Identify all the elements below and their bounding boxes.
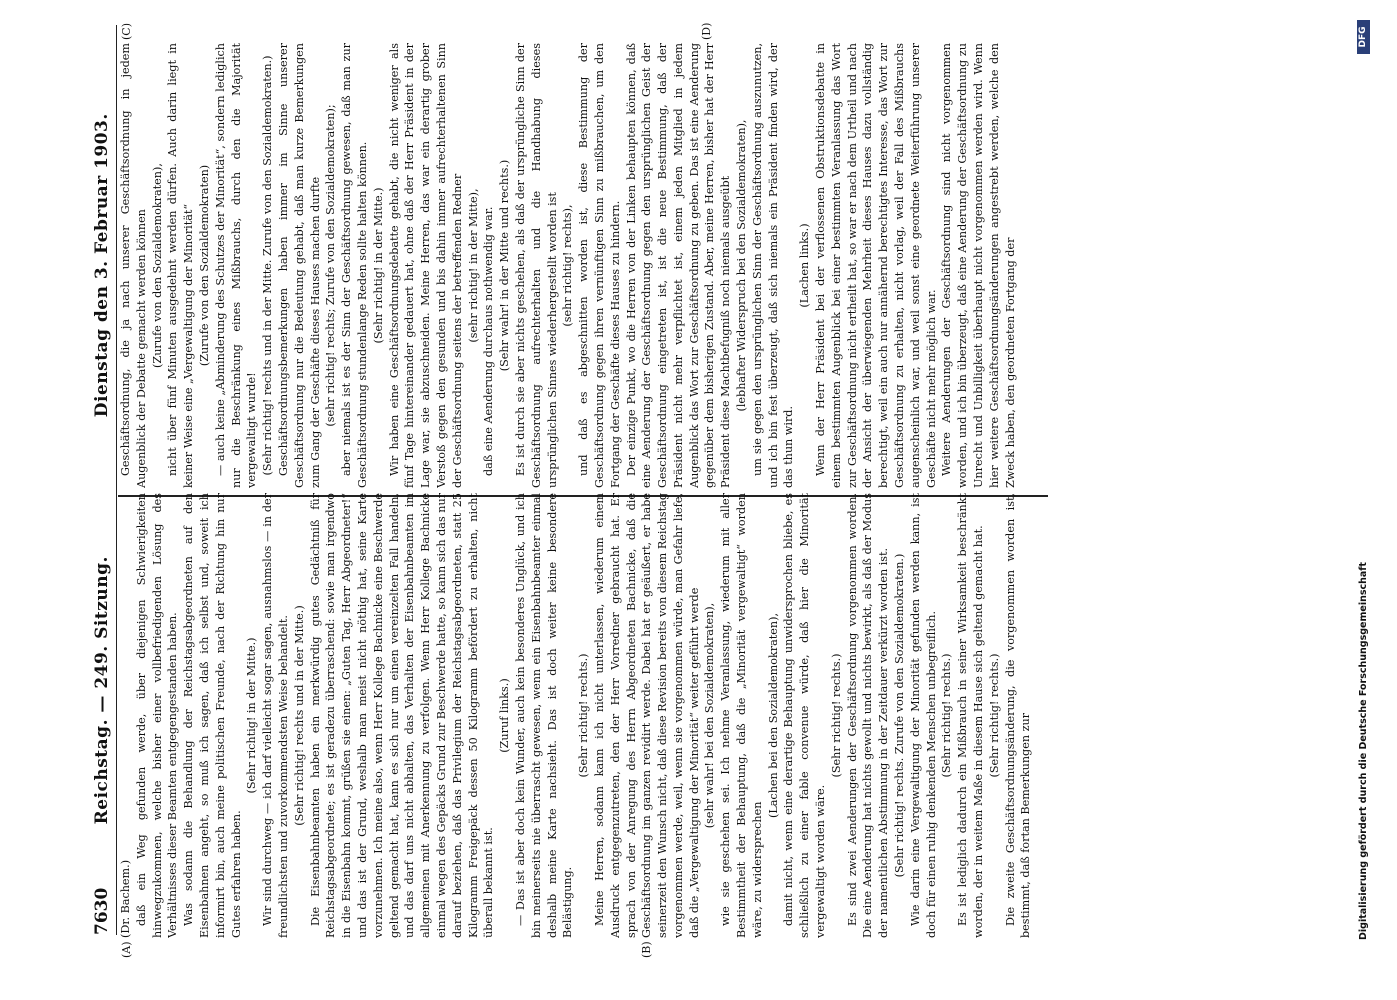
paragraph: Geschäftsordnungsbemerkungen haben immer im Sinne unserer Geschäftsordnung nur die Bedeutung gehabt, daß man kurze Bemerkungen zum Gang der Geschäfte dieses Hauses machen durfte: [276, 43, 322, 488]
interjection: (Sehr richtig! rechts. Zurufe von den Sozialdemokraten.): [893, 553, 907, 878]
right-column: [118, 43, 1298, 488]
session-date: Dienstag den 3. Februar 1903.: [92, 113, 112, 418]
paragraph: Wir haben eine Geschäftsordnungsdebatte gehabt, die nicht weniger als fünf Tage hintereinander gedauert hat, ohne daß der Herr Präsident in der Lage war, sie abzuschneiden. Meine Herren, das war ein derartig grober Verstoß gegen den gesunden und bis dahin immer aufrechterhaltenen Sinn der Geschäftsordnung seitens der betreffenden Redner: [387, 43, 464, 488]
paragraph: — auch keine „Abminderung des Schutzes der Minorität“, sondern lediglich nur die Beschränkung eines Mißbrauchs, durch den die Majorität vergewaltigt wurde!: [213, 43, 259, 488]
dfg-logo: DFG: [1357, 20, 1370, 54]
paragraph: aber niemals ist es der Sinn der Geschäftsordnung gewesen, daß man zur Geschäftsordnung stundenlange Reden sollte halten können.: [340, 43, 369, 488]
interjection: (Zurufe von den Sozialdemokraten),: [150, 163, 164, 368]
paragraph: Es ist lediglich dadurch ein Mißbrauch in seiner Wirksamkeit beschränkt worden, der in weitem Maße in diesem Hause sich geltend gemacht hat.: [956, 493, 986, 938]
paragraph: Weitere Aenderungen der Geschäftsordnung sind nicht vorgenommen worden, und ich bin überzeugt, daß eine Aenderung der Geschäftsordnung zu Unrecht und Unbilligkeit überhaupt nicht vorgenommen werden wird. Wenn hier weitere Geschäftsordnungsänderungen angestrebt werden, welche den Zweck haben, den geordneten Fortgang der: [940, 43, 1017, 488]
margin-marker-c: (C): [120, 23, 133, 40]
session-title: Reichstag. — 249. Sitzung.: [92, 556, 112, 825]
paragraph: Wie darin eine Vergewaltigung der Minorität gefunden werden kann, ist doch für einen ruhig denkenden Menschen unbegreiflich.: [908, 493, 938, 938]
paragraph: Es ist durch sie aber nichts geschehen, als daß der ursprüngliche Sinn der Geschäftsordnung aufrechterhalten und die Handhabung dieses ursprünglichen Sinnes wiederhergestellt worden ist: [513, 43, 559, 488]
paragraph: damit nicht, wenn eine derartige Behauptung unwidersprochen bliebe, es schließlich zu einer fable convenue würde, daß hier die Minorität vergewaltigt worden wäre.: [782, 493, 828, 938]
margin-marker-a: (A): [120, 941, 133, 958]
left-paragraphs: [134, 493, 1034, 938]
margin-marker-d: (D): [700, 22, 713, 40]
speaker-label: (Dr. Bachem.): [119, 859, 132, 938]
right-paragraphs: [118, 43, 1018, 488]
paragraph: Der einzige Punkt, wo die Herren von der Linken behaupten können, daß eine Aenderung der Geschäftsordnung gegen den ursprünglichen Geist der Geschäftsordnung eingetreten ist, ist die neue Bestimmung, daß der Präsident nicht mehr verpflichtet ist, einem jeden Mitglied in jedem Augenblick das Wort zur Geschäftsordnung zu geben. Das ist eine Aenderung gegenüber dem bisherigen Zustand. Aber, meine Herren, bisher hat der Herr Präsident diese Machtbefugniß noch niemals ausgeübt: [624, 43, 733, 488]
interjection: (sehr richtig! in der Mitte),: [466, 188, 480, 343]
left-column: [118, 493, 1298, 938]
paragraph: Es sind zwei Aenderungen der Geschäftsordnung vorgenommen worden. Die eine Aenderung hat nichts gewollt und nichts bewirkt, als daß der Modus der namentlichen Abstimmung in der Zeitdauer verkürzt worden ist.: [845, 493, 891, 938]
paragraph: Was sodann die Behandlung der Reichstagsabgeordneten auf den Eisenbahnen angeht, so muß ich sagen, daß ich selbst und, soweit ich informirt bin, auch meine politischen Freunde, nach der Richtung hin nur Gutes erfahren haben.: [182, 493, 243, 938]
interjection: (Sehr richtig! in der Mitte.): [371, 187, 385, 344]
interjection: (Sehr wahr! in der Mitte und rechts.): [498, 159, 512, 372]
interjection: (Zurufe von den Sozialdemokraten): [197, 164, 211, 367]
paragraph: Geschäftsordnung, die ja nach unserer Geschäftsordnung in jedem Augenblick der Debatte gemacht werden können: [119, 43, 148, 488]
paragraph: Wir sind durchweg — ich darf vielleicht sogar sagen, ausnahmslos — in der freundlichsten und zuvorkommendsten Weise behandelt.: [261, 493, 290, 938]
interjection: (Sehr richtig! in der Mitte.): [245, 637, 259, 794]
paragraph: Wenn der Herr Präsident bei der verflossenen Obstruktionsdebatte in einem bestimmten Augenblick bei einer bestimmten Veranlassung das Wort zur Geschäftsordnung nicht ertheilt hat, so war er nach dem Urtheil und nach der Ansicht der überwiegenden Mehrheit dieses Hauses dazu vollständig berechtigt, weil ein auch nur annähernd berechtigtes Interesse, das Wort zur Geschäftsordnung zu erhalten, nicht vorlag, weil der Fall des Mißbrauchs augenscheinlich war, und weil sonst eine geordnete Weiterführung unserer Geschäfte nicht mehr möglich war.: [814, 43, 938, 488]
interjection: (Sehr richtig! rechts.): [940, 653, 954, 778]
paragraph: Die zweite Geschäftsordnungsänderung, die vorgenommen worden ist, bestimmt, daß fortan Bemerkungen zur: [1003, 493, 1033, 938]
paragraph: wie sie geschehen sei. Ich nehme Veranlassung, wiederum mit aller Bestimmtheit der Behauptung, daß die „Minorität vergewaltigt“ worden wäre, zu widersprechen: [719, 493, 764, 938]
digitization-footer: Digitalisierung gefördert durch die Deutsche Forschungsgemeinschaft: [1358, 562, 1369, 940]
paragraph: daß eine Aenderung durchaus nothwendig war.: [482, 206, 496, 476]
paragraph: — Das ist aber doch kein Wunder, auch kein besonderes Unglück, und ich bin meinerseits nie überrascht gewesen, wenn ein Eisenbahnbeamter einmal deshalb meine Karte nachsieht. Das ist doch weiter keine besondere Belästigung.: [513, 493, 575, 938]
paragraph: daß ein Weg gefunden werde, über diejenigen Schwierigkeiten hinwegzukommen, welche bisher einer vollbefriedigenden Lösung des Verhältnisses dieser Beamten entgegengestanden haben.: [134, 493, 180, 938]
paragraph: nicht über fünf Minuten ausgedehnt werden dürfen. Auch darin liegt in keiner Weise eine „Vergewaltigung der Minorität“: [166, 43, 196, 488]
paragraph: Die Eisenbahnbeamten haben ein merkwürdig gutes Gedächtniß für Reichstagsabgeordnete; es ist geradezu überraschend: sowie man irgendwo in die Eisenbahn kommt, grüßen sie einen: „Guten Tag, Herr Abgeordneter!“ und das ist der Grund, weshalb man meist nicht nöthig hat, seine Karte vorzunehmen. Ich meine also, wenn Herr Kollege Bachnicke eine Beschwerde geltend gemacht hat, kann es sich nur um einen vereinzelten Fall handeln, und das darf uns nicht abhalten, das Verhalten der Eisenbahnbeamten im allgemeinen mit Anerkennung zu verfolgen. Wenn Herr Kollege Bachnicke einmal wegen des Gepäcks Grund zur Beschwerde hatte, so kann sich das nur darauf beziehen, daß das Privilegium der Reichstagsabgeordneten, statt 25 Kilogramm Freigepäck dessen 50 Kilogramm befördert zu erhalten, nicht überall bekannt ist.: [308, 493, 496, 938]
interjection: (sehr richtig! rechts),: [561, 204, 575, 327]
page-header: [88, 25, 117, 935]
interjection: (Lachen links.): [798, 223, 812, 308]
paragraph: um sie gegen den ursprünglichen Sinn der Geschäftsordnung auszunutzen, und ich bin fest überzeugt, daß sich niemals ein Präsident finden wird, der das thun wird.: [750, 43, 796, 488]
interjection: (Lachen bei den Sozialdemokraten),: [766, 612, 780, 819]
interjection: (Sehr richtig! rechts.): [829, 653, 843, 778]
paragraph: Meine Herren, sodann kann ich nicht unterlassen, wiederum einem Ausdruck entgegenzutreten, den der Herr Vorredner gebraucht hat. Er sprach von der Anregung des Herrn Abgeordneten Bachnicke, daß die Geschäftsordnung im ganzen revidirt werde. Dabei hat er geäußert, er habe seinerzeit den Wunsch nicht, daß diese Revision bereits von diesem Reichstag vorgenommen werde, weil, wenn sie vorgenommen würde, man Gefahr liefe, daß die „Vergewaltigung der Minorität“ weiter geführt werde: [592, 493, 701, 938]
interjection: (Sehr richtig! rechts und in der Mitte.): [292, 605, 306, 826]
interjection: (Sehr richtig! rechts.): [577, 653, 591, 778]
interjection: (lebhafter Widerspruch bei den Sozialdemokraten),: [735, 119, 749, 412]
margin-marker-b: (B): [640, 941, 653, 958]
interjection: (Zuruf links.): [498, 678, 512, 753]
interjection: (Sehr richtig! rechts und in der Mitte. Zurufe von den Sozialdemokraten.): [261, 55, 275, 476]
page-number: 7630: [92, 887, 112, 935]
interjection: (Sehr richtig! rechts.): [987, 653, 1001, 778]
interjection: (sehr wahr! bei den Sozialdemokraten),: [703, 602, 717, 829]
paragraph: und daß es abgeschnitten worden ist, diese Bestimmung der Geschäftsordnung gegen ihren vernünftigen Sinn zu mißbrauchen, um den Fortgang der Geschäfte dieses Hauses zu hindern.: [577, 43, 622, 488]
interjection: (sehr richtig! rechts; Zurufe von den Sozialdemokraten);: [324, 104, 338, 427]
